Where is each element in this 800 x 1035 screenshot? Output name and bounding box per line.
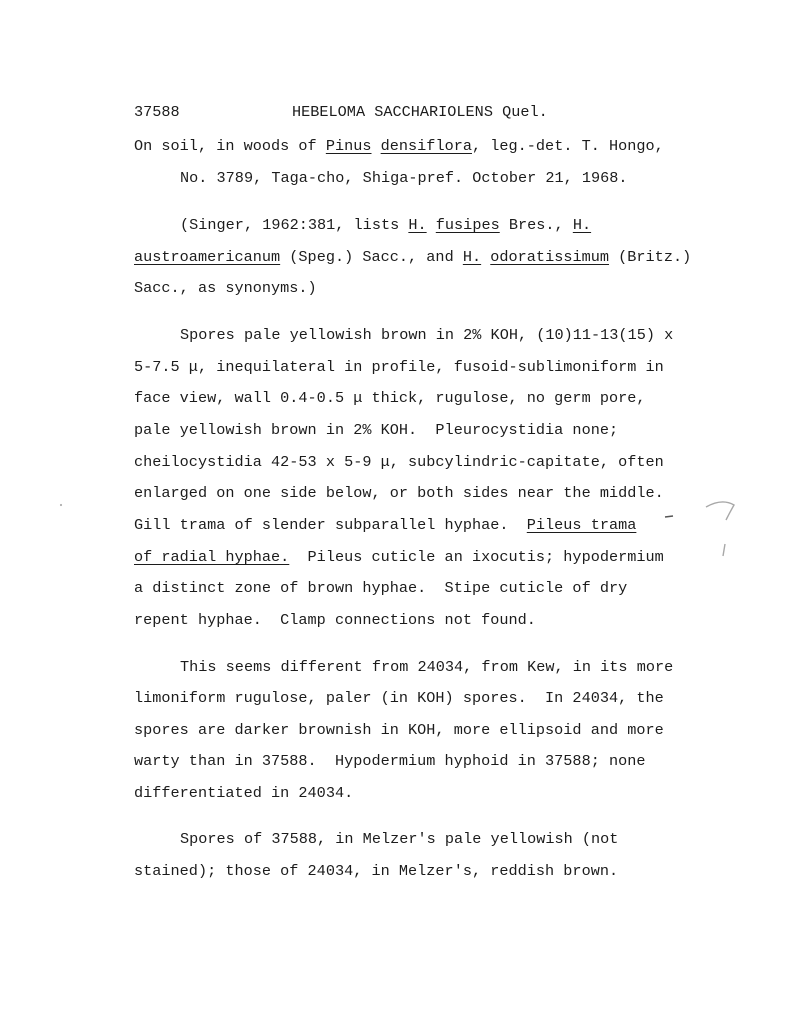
collection-line-2: No. 3789, Taga-cho, Shiga-pref. October 21, 1968. — [180, 169, 628, 187]
species-title: HEBELOMA SACCHARIOLENS Quel. — [292, 103, 548, 121]
melzer-line-1: Spores of 37588, in Melzer's pale yellowish (not — [180, 830, 619, 848]
comparison-line-5: differentiated in 24034. — [134, 784, 354, 802]
melzer-line-2: stained); those of 24034, in Melzer's, reddish brown. — [134, 862, 619, 880]
description-line-2: 5-7.5 μ, inequilateral in profile, fusoid-sublimoniform in — [134, 358, 664, 376]
synonyms-line-3: Sacc., as synonyms.) — [134, 279, 317, 297]
genus-abbrev: H. — [572, 216, 592, 234]
speck-mark — [60, 504, 62, 506]
pencil-mark-tick — [723, 544, 725, 556]
genus-name: Pinus — [325, 137, 372, 155]
description-line-1: Spores pale yellowish brown in 2% KOH, (10)11-13(15) x — [180, 326, 674, 344]
genus-abbrev: H. — [408, 216, 427, 234]
synonym-austroamericanum: austroamericanum — [134, 248, 281, 266]
synonym-odoratissimum: odoratissimum — [490, 248, 610, 266]
underlined-phrase: of radial hyphae. — [134, 548, 290, 566]
description-text: Pileus cuticle an ixocutis; hypodermium — [289, 548, 664, 566]
comparison-line-4: warty than in 37588. Hypodermium hyphoid in 37588; none — [134, 752, 646, 770]
description-line-10: repent hyphae. Clamp connections not found. — [134, 611, 536, 629]
description-line-5: cheilocystidia 42-53 x 5-9 μ, subcylindric-capitate, often — [134, 453, 664, 471]
comparison-line-1: This seems different from 24034, from Kew, in its more — [180, 658, 674, 676]
description-text: Gill trama of slender subparallel hyphae. — [134, 516, 527, 534]
synonyms-text: (Singer, 1962:381, lists — [180, 216, 409, 234]
comparison-line-3: spores are darker brownish in KOH, more ellipsoid and more — [134, 721, 664, 739]
description-line-4: pale yellowish brown in 2% KOH. Pleurocystidia none; — [134, 421, 619, 439]
underlined-phrase: Pileus trama — [526, 516, 637, 534]
description-line-6: enlarged on one side below, or both sides near the middle. — [134, 484, 664, 502]
synonyms-text: (Britz.) — [609, 248, 692, 266]
description-line-9: a distinct zone of brown hyphae. Stipe cuticle of dry — [134, 579, 628, 597]
collection-text: , leg.-det. T. Hongo, — [471, 137, 664, 155]
pencil-mark-dash — [665, 516, 673, 517]
description-line-3: face view, wall 0.4-0.5 μ thick, rugulose, no germ pore, — [134, 389, 646, 407]
species-epithet: densiflora — [380, 137, 472, 155]
synonyms-text: (Speg.) Sacc., and — [280, 248, 463, 266]
synonym-fusipes: fusipes — [435, 216, 500, 234]
accession-number: 37588 — [134, 103, 180, 121]
genus-abbrev: H. — [462, 248, 482, 266]
collection-text: On soil, in woods of — [134, 137, 326, 155]
comparison-line-2: limoniform rugulose, paler (in KOH) spores. In 24034, the — [134, 689, 664, 707]
pencil-mark-hook — [706, 502, 734, 520]
synonyms-text: Bres., — [499, 216, 573, 234]
